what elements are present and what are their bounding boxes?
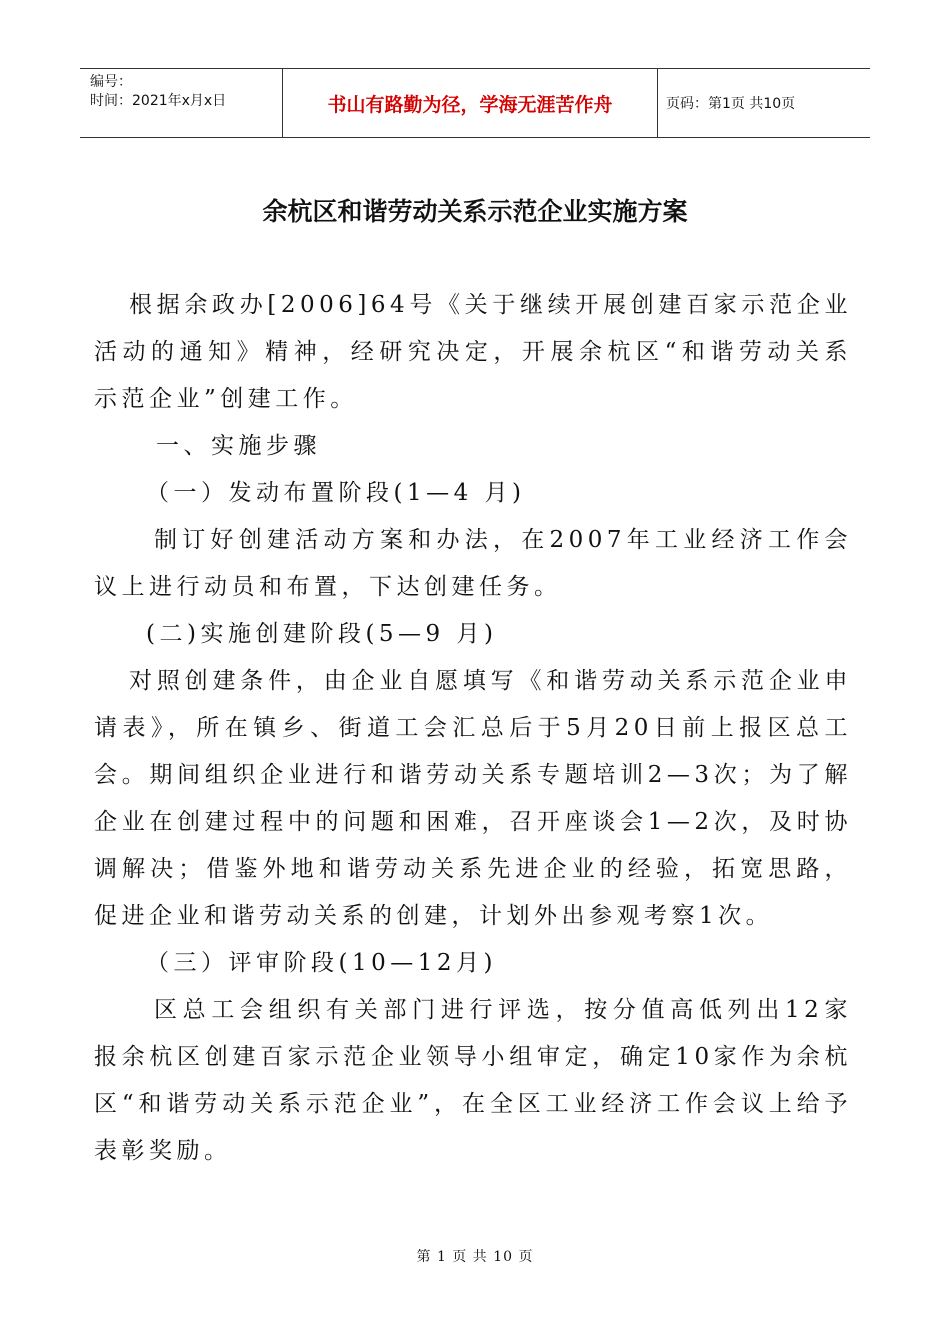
document-body: [94, 282, 852, 1175]
page-footer: 第 1 页 共 10 页: [416, 1249, 534, 1265]
section-heading-steps: 一、实施步骤: [156, 433, 321, 459]
subsection-heading-3: （三）评审阶段(10—12月): [146, 950, 497, 976]
header-meta: [80, 69, 282, 137]
paragraph-stage-1: 制订好创建活动方案和办法，在2007年工业经济工作会议上进行动员和布置，下达创建任务。: [94, 527, 852, 600]
paragraph-intro: 根据余政办[2006]64号《关于继续开展创建百家示范企业活动的通知》精神，经研究决定，开展余杭区“和谐劳动关系示范企业”创建工作。: [94, 292, 852, 412]
document-title: 余杭区和谐劳动关系示范企业实施方案: [262, 197, 688, 226]
header-page-info: 页码：第1页 共10页: [666, 96, 796, 112]
paragraph-stage-3: 区总工会组织有关部门进行评选，按分值高低列出12家报余杭区创建百家示范企业领导小组审定，确定10家作为余杭区“和谐劳动关系示范企业”，在全区工业经济工作会议上给予表彰奖励。: [94, 997, 852, 1164]
subsection-heading-2: (二)实施创建阶段(5—9 月): [146, 621, 498, 647]
document-time-label: 时间：2021年x月x日: [90, 93, 227, 109]
header-motto: 书山有路勤为径，学海无涯苦作舟: [282, 69, 658, 137]
page-header: [80, 68, 870, 138]
document-number-label: 编号：: [90, 74, 132, 90]
paragraph-stage-2: 对照创建条件，由企业自愿填写《和谐劳动关系示范企业申请表》，所在镇乡、街道工会汇总后于5月20日前上报区总工会。期间组织企业进行和谐劳动关系专题培训2—3次；为了解企业在创建过程中的问题和困难，召开座谈会1—2次，及时协调解决；借鉴外地和谐劳动关系先进企业的经验，拓宽思路，促进企业和谐劳动关系的创建，计划外出参观考察1次。: [94, 668, 852, 929]
subsection-heading-1: （一）发动布置阶段(1—4 月): [146, 480, 526, 506]
